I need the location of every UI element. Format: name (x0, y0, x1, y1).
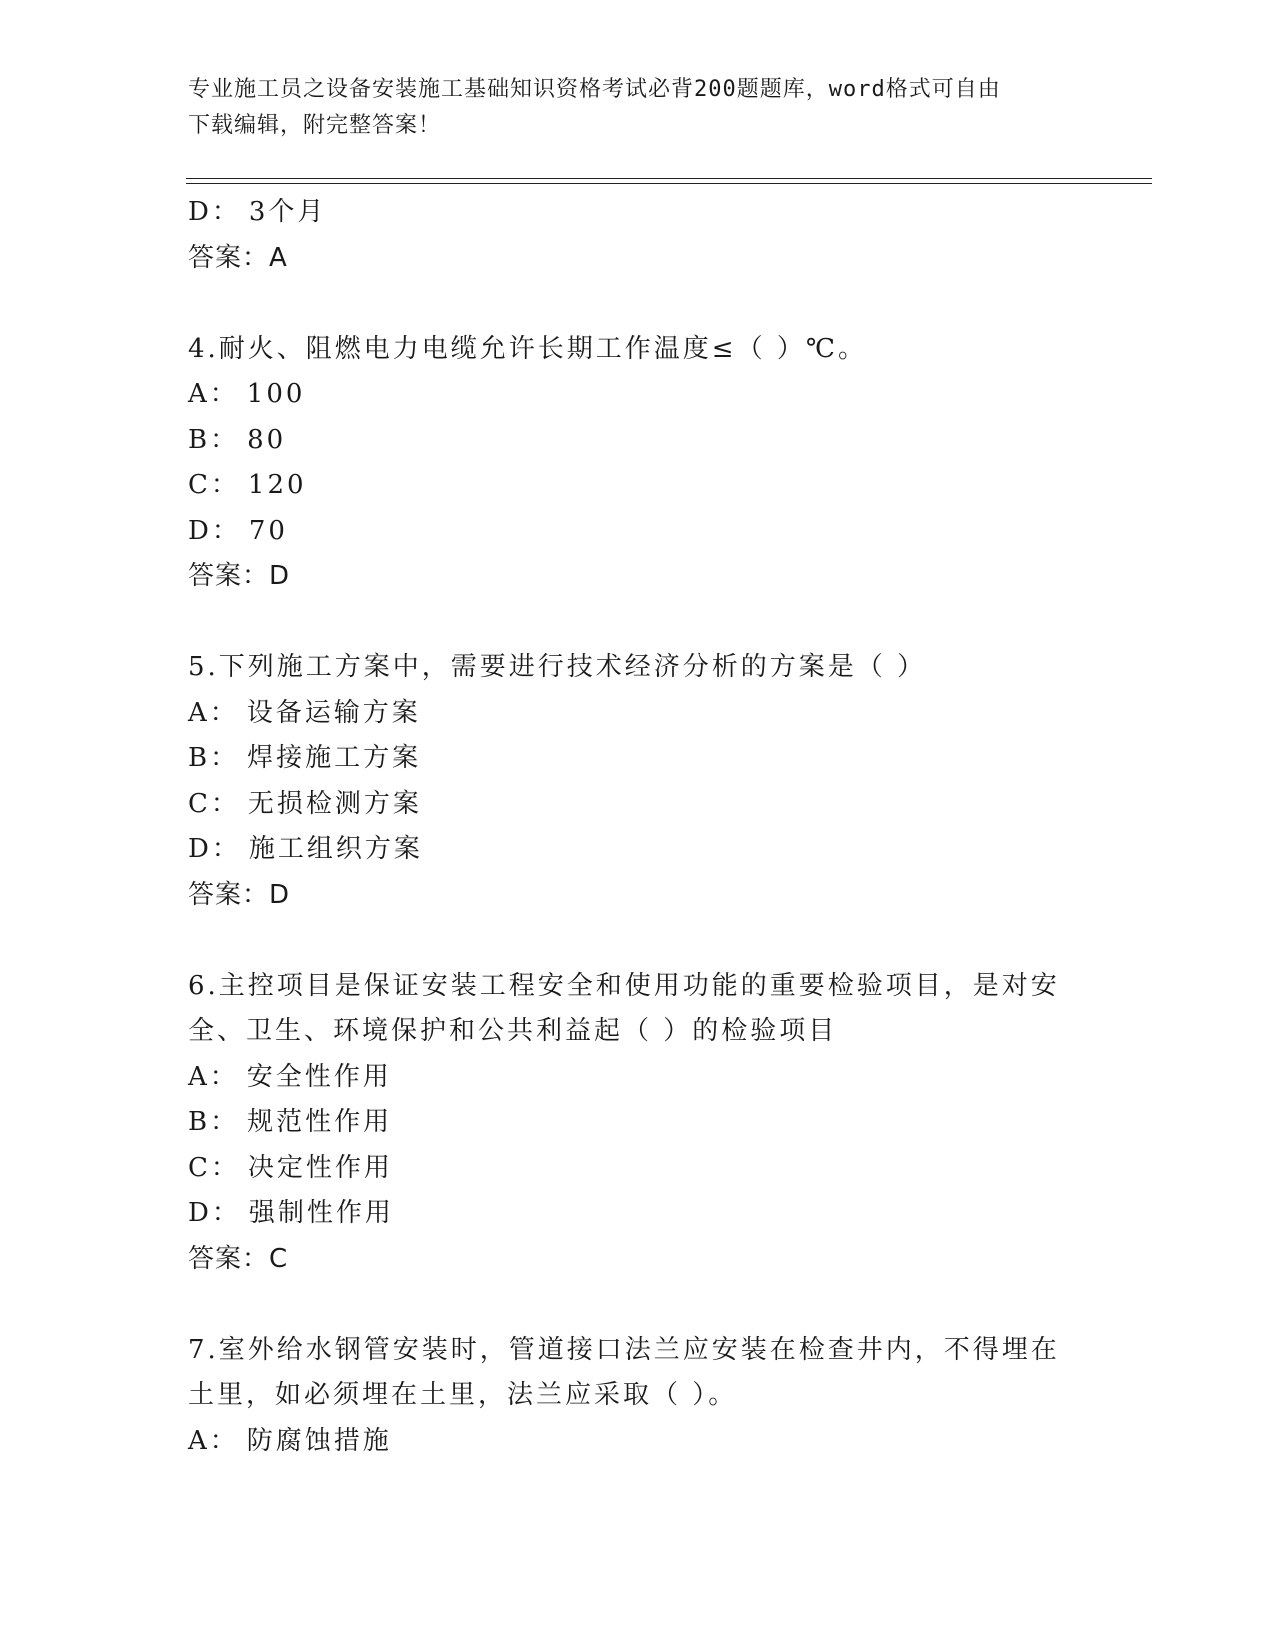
option-key: D： (188, 515, 241, 546)
option-text: 80 (247, 424, 287, 455)
option-text: 设备运输方案 (246, 697, 421, 728)
option-text: 3个月 (248, 197, 327, 227)
option-key: C： (188, 1152, 240, 1183)
spacer (188, 1282, 1088, 1328)
question-6-option-a (188, 1055, 1088, 1101)
header-title-line-2: 下载编辑，附完整答案！ (188, 113, 442, 138)
question-5-option-d (188, 827, 1088, 873)
question-5-answer: 答案：D (188, 879, 291, 910)
question-7-text-line-1: 7.室外给水钢管安装时，管道接口法兰应安装在检查井内，不得埋在 (188, 1334, 1060, 1365)
option-text: 强制性作用 (248, 1198, 394, 1228)
question-4-option-d (188, 509, 1088, 555)
question-5-option-c (188, 782, 1088, 828)
option-key: B： (188, 424, 240, 455)
option-d (188, 190, 1088, 236)
option-key: A： (188, 379, 239, 409)
document-header (188, 72, 1068, 144)
option-text: 安全性作用 (246, 1061, 392, 1092)
option-text: 100 (246, 379, 306, 409)
question-6-text-line-2: 全、卫生、环境保护和公共利益起（ ）的检验项目 (188, 1016, 838, 1046)
question-content (188, 190, 1088, 1464)
option-text: 施工组织方案 (248, 834, 423, 864)
option-key: A： (188, 1425, 239, 1456)
question-4-answer: 答案：D (188, 561, 291, 591)
option-key: D： (188, 834, 241, 864)
option-key: A： (188, 697, 239, 728)
option-key: A： (188, 1061, 239, 1092)
option-text: 70 (248, 515, 288, 546)
option-key: C： (188, 788, 240, 819)
question-6-option-b (188, 1100, 1088, 1146)
spacer (188, 600, 1088, 646)
question-4-option-c (188, 463, 1088, 509)
option-key: D： (188, 197, 241, 227)
question-6-option-c (188, 1146, 1088, 1192)
question-6-option-d (188, 1191, 1088, 1237)
spacer (188, 281, 1088, 327)
option-key: C： (188, 470, 240, 500)
option-key: D： (188, 1198, 241, 1228)
question-6-text-line-1: 6.主控项目是保证安装工程安全和使用功能的重要检验项目，是对安 (188, 970, 1060, 1001)
header-title-line-1: 专业施工员之设备安装施工基础知识资格考试必背200题题库，word格式可自由 (188, 77, 1001, 102)
option-key: B： (188, 743, 240, 773)
header-divider-bottom (186, 183, 1152, 184)
option-text: 焊接施工方案 (247, 743, 422, 773)
header-divider-top (186, 178, 1152, 179)
option-text: 规范性作用 (247, 1107, 393, 1137)
question-5-text: 5.下列施工方案中，需要进行技术经济分析的方案是（ ） (188, 652, 927, 682)
spacer (188, 918, 1088, 964)
option-text: 防腐蚀措施 (246, 1425, 392, 1456)
option-key: B： (188, 1107, 240, 1137)
option-text: 决定性作用 (247, 1152, 393, 1183)
question-5-option-a (188, 691, 1088, 737)
question-7-option-a (188, 1419, 1088, 1465)
option-text: 120 (247, 470, 307, 500)
answer-line: 答案：A (188, 242, 288, 273)
option-text: 无损检测方案 (247, 788, 422, 819)
question-7-text-line-2: 土里，如必须埋在土里，法兰应采取（ ）。 (188, 1380, 738, 1410)
question-5-option-b (188, 736, 1088, 782)
question-4-option-a (188, 372, 1088, 418)
question-6-answer: 答案：C (188, 1243, 289, 1274)
question-4-text: 4.耐火、阻燃电力电缆允许长期工作温度≤（ ）℃。 (188, 333, 867, 364)
question-4-option-b (188, 418, 1088, 464)
